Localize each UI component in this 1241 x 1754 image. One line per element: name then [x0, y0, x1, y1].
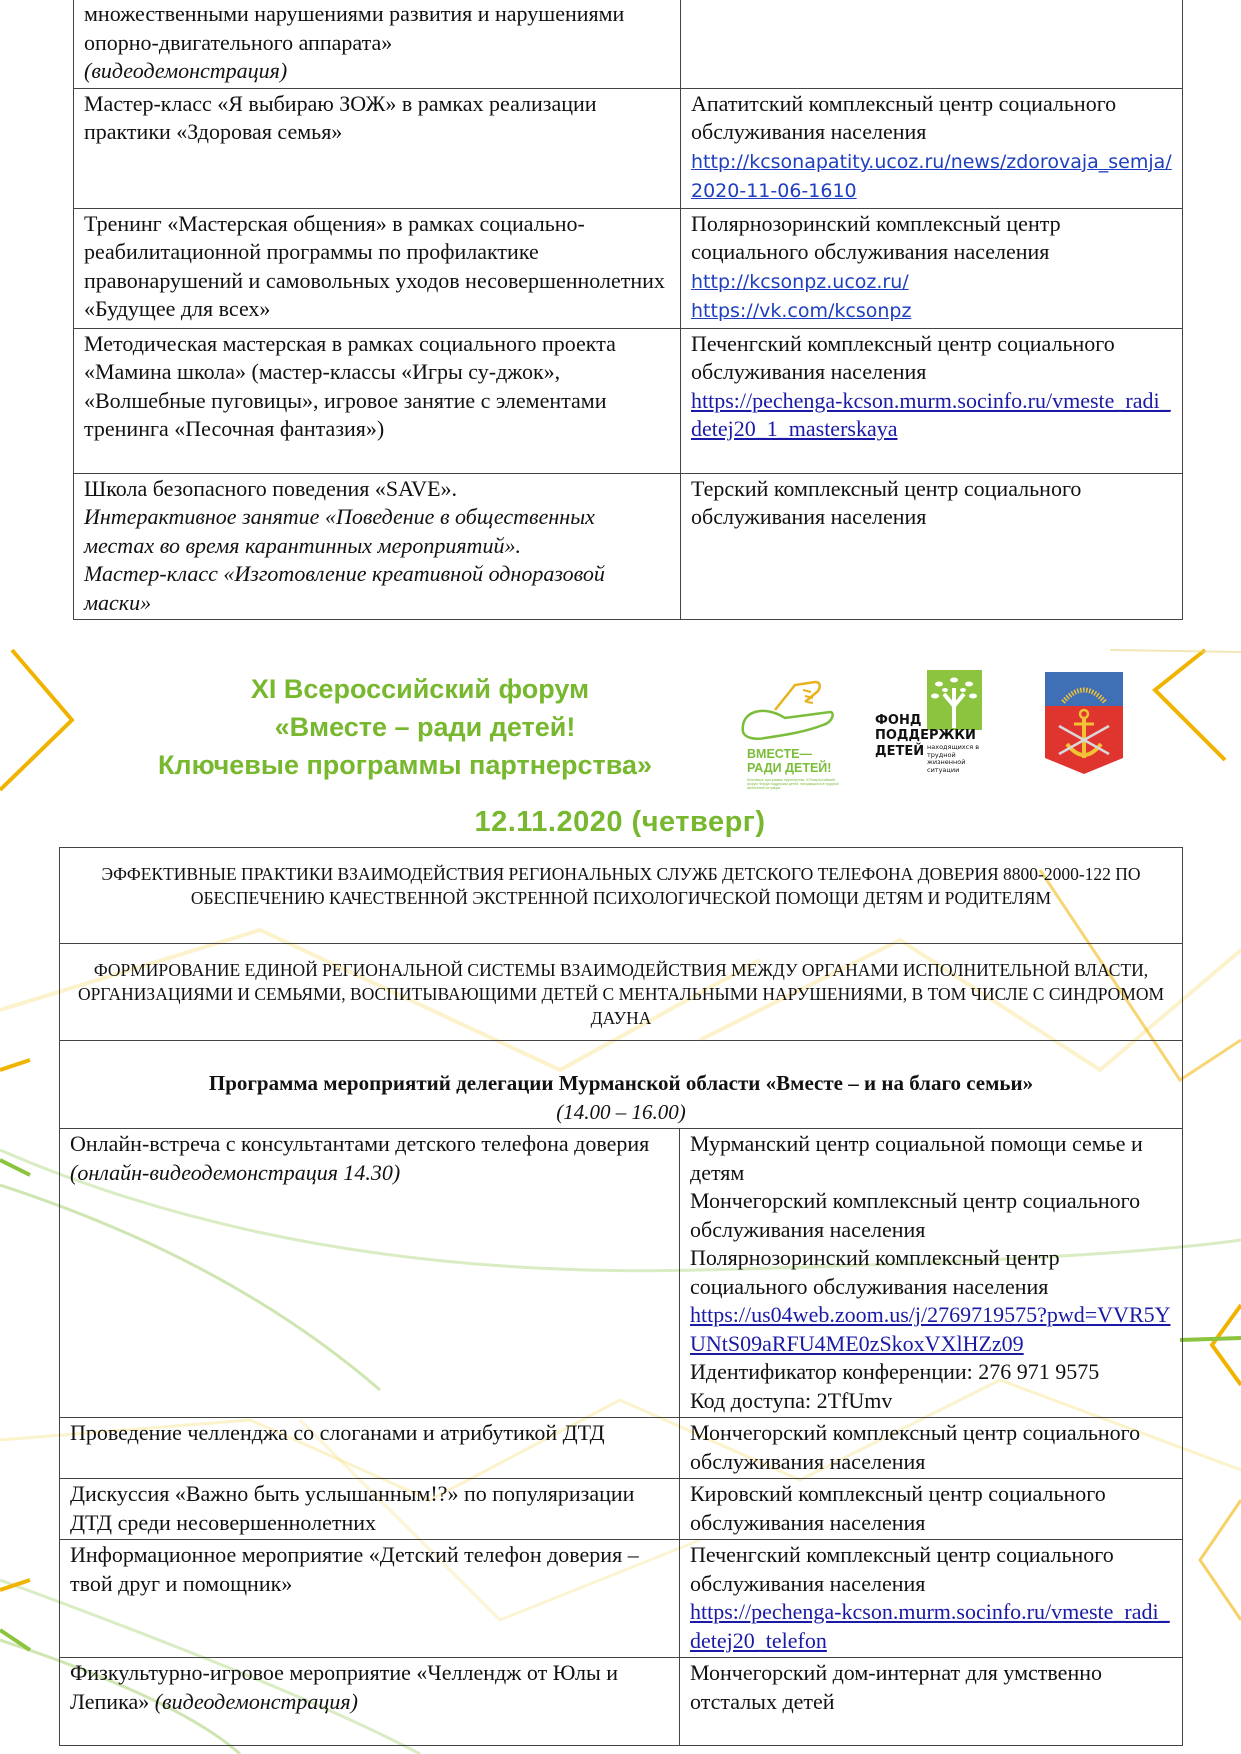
event-text: множественными нарушениями развития и нарушениями опорно-двигательного аппарата»	[84, 1, 625, 55]
program-title-cell	[60, 1041, 1183, 1129]
event-text: Школа безопасного поведения «SAVE».	[84, 475, 458, 501]
program-title: Программа мероприятий делегации Мурманской области «Вместе – и на благо семьи»	[208, 1071, 1034, 1095]
organizer-name: Мончегорский комплексный центр социального обслуживания населения	[690, 1420, 1141, 1474]
organizer-cell	[680, 1540, 1183, 1658]
section-header-row	[60, 944, 1183, 1041]
table-row	[74, 208, 1183, 328]
event-text: Информационное мероприятие «Детский телефон доверия – твой друг и помощник»	[70, 1542, 639, 1596]
organizer-name: Мурманский центр социальной помощи семье и детям	[690, 1131, 1143, 1185]
organizer-link[interactable]: https://pechenga-kcson.murm.socinfo.ru/vmeste_radi_detej20_1_masterskaya	[691, 387, 1171, 441]
organizer-cell	[681, 0, 1183, 88]
organizer-name: Мончегорский комплексный центр социального обслуживания населения	[690, 1188, 1141, 1242]
organizer-name: Полярнозоринский комплексный центр социального обслуживания населения	[691, 210, 1061, 264]
section-header-system: ФОРМИРОВАНИЕ ЕДИНОЙ РЕГИОНАЛЬНОЙ СИСТЕМЫ ВЗАИМОДЕЙСТВИЯ МЕЖДУ ОРГАНАМИ ИСПОЛНИТЕЛЬНОЙ ВЛАСТИ, ОРГАНИЗАЦИЯМИ И СЕМЬЯМИ, ВОСПИТЫВАЮЩИМИ ДЕТЕЙ С МЕНТАЛЬНЫМИ НАРУШЕНИЯМИ, В ТОМ ЧИСЛЕ С СИНДРОМОМ ДАУНА	[60, 944, 1183, 1041]
fond-logo-subtitle: находящихся в трудной жизненной ситуации	[927, 743, 980, 774]
zoom-meeting-link[interactable]: https://us04web.zoom.us/j/2769719575?pwd=VVR5YUNtS09aRFU4ME0zSkoxVXlHZz09	[690, 1302, 1171, 1356]
event-cell	[60, 1540, 680, 1658]
forum-date: 12.11.2020 (четверг)	[474, 806, 766, 838]
event-note: Интерактивное занятие «Поведение в общественных местах во время карантинных мероприятий».	[84, 504, 595, 558]
organizer-name: Мончегорский дом-интернат для умственно отсталых детей	[690, 1660, 1102, 1714]
event-cell	[60, 1479, 680, 1540]
organizer-name: Полярнозоринский комплексный центр социального обслуживания населения	[690, 1245, 1060, 1299]
organizer-link-vk[interactable]: https://vk.com/kcsonpz	[691, 300, 912, 322]
forum-title	[100, 670, 720, 784]
fond-logo-word3: ДЕТЕЙ	[875, 744, 925, 759]
section-header-row	[60, 848, 1183, 944]
vmeste-radi-detej-logo	[735, 670, 845, 790]
organizer-link-site[interactable]: http://kcsonpz.ucoz.ru/	[691, 270, 909, 293]
event-cell	[74, 208, 681, 328]
organizer-name: Апатитский комплексный центр социального обслуживания населения	[691, 90, 1117, 144]
organizer-link[interactable]: https://pechenga-kcson.murm.socinfo.ru/vmeste_radi_detej20_telefon	[690, 1599, 1170, 1653]
event-note: Мастер-класс «Изготовление креативной одноразовой маски»	[84, 561, 605, 615]
murmansk-coat-of-arms-icon	[1043, 670, 1125, 776]
organizer-cell	[680, 1658, 1183, 1746]
vmeste-logo-line2: РАДИ ДЕТЕЙ!	[747, 761, 832, 775]
event-cell	[74, 328, 681, 473]
event-text: Онлайн-встреча с консультантами детского телефона доверия	[70, 1131, 650, 1156]
tree-icon	[927, 670, 982, 730]
vmeste-logo-line1: ВМЕСТЕ—	[747, 747, 812, 761]
event-cell	[74, 88, 681, 208]
event-text: Тренинг «Мастерская общения» в рамках социально-реабилитационной программы по профилактике правонарушений и самовольных уходов несовершеннолетних «Будущее для всех»	[84, 210, 665, 321]
event-text: Дискуссия «Важно быть услышанным!?» по популяризации ДТД среди несовершеннолетних	[70, 1481, 635, 1535]
organizer-name: Терский комплексный центр социального обслуживания населения	[691, 475, 1082, 529]
table-row	[60, 1479, 1183, 1540]
table-row	[60, 1418, 1183, 1479]
event-note: (видеодемонстрация)	[84, 58, 288, 83]
event-text: Физкультурно-игровое мероприятие «Челлендж от Юлы и Лепика»	[70, 1660, 619, 1714]
vmeste-logo-text	[747, 747, 831, 775]
fond-podderzhki-detej-logo	[875, 668, 995, 793]
event-cell	[60, 1418, 680, 1479]
organizer-cell	[680, 1479, 1183, 1540]
section-header-helpline: ЭФФЕКТИВНЫЕ ПРАКТИКИ ВЗАИМОДЕЙСТВИЯ РЕГИОНАЛЬНЫХ СЛУЖБ ДЕТСКОГО ТЕЛЕФОНА ДОВЕРИЯ 8800-2000-122 ПО ОБЕСПЕЧЕНИЮ КАЧЕСТВЕННОЙ ЭКСТРЕННОЙ ПСИХОЛОГИЧЕСКОЙ ПОМОЩИ ДЕТЯМ И РОДИТЕЛЯМ	[60, 848, 1183, 944]
event-text: Методическая мастерская в рамках социального проекта «Мамина школа» (мастер-классы «Игры су-джок», «Волшебные пуговицы», игровое занятие с элементами тренинга «Песочная фантазия»)	[84, 330, 616, 441]
fond-logo-word2: ПОДДЕРЖКИ	[875, 728, 976, 743]
event-text: Мастер-класс «Я выбираю ЗОЖ» в рамках реализации практики «Здоровая семья»	[84, 90, 597, 144]
table-row	[74, 0, 1183, 88]
event-text: Проведение челленджа со слоганами и атрибутикой ДТД	[70, 1420, 605, 1445]
table-row	[74, 473, 1183, 620]
table-row	[60, 1658, 1183, 1746]
forum-title-line2: «Вместе – ради детей!	[274, 712, 576, 742]
program-title-row	[60, 1041, 1183, 1129]
event-note: (онлайн-видеодемонстрация 14.30)	[70, 1159, 401, 1185]
event-cell	[74, 473, 681, 620]
organizer-cell	[681, 88, 1183, 208]
organizer-cell	[681, 328, 1183, 473]
organizer-link[interactable]: http://kcsonapatity.ucoz.ru/news/zdorovaja_semja/2020-11-06-1610	[691, 150, 1172, 202]
access-code: Код доступа: 2TfUmv	[690, 1387, 893, 1413]
program-time: (14.00 – 16.00)	[556, 1099, 686, 1124]
forum-title-line3: Ключевые программы партнерства»	[157, 750, 653, 780]
organizer-name: Печенгский комплексный центр социального обслуживания населения	[691, 330, 1115, 384]
organizer-cell	[680, 1418, 1183, 1479]
vmeste-logo-subtitle: Ключевые программы партнерства. XI Всероссийский форум Фонда поддержки детей, находящихся в трудной жизненной ситуации	[747, 778, 839, 790]
table-row	[74, 328, 1183, 473]
event-cell	[60, 1658, 680, 1746]
hands-icon	[735, 670, 845, 750]
top-program-table	[73, 0, 1183, 620]
organizer-name: Печенгский комплексный центр социального обслуживания населения	[690, 1542, 1114, 1596]
table-row	[60, 1540, 1183, 1658]
organizer-cell	[681, 208, 1183, 328]
table-row	[74, 88, 1183, 208]
event-cell	[74, 0, 681, 88]
conference-id: Идентификатор конференции: 276 971 9575	[690, 1359, 1100, 1384]
delegation-program-table	[59, 847, 1183, 1746]
event-cell	[60, 1129, 680, 1418]
organizer-name: Кировский комплексный центр социального обслуживания населения	[690, 1481, 1106, 1535]
organizer-cell	[681, 473, 1183, 620]
event-note: (видеодемонстрация)	[154, 1688, 358, 1714]
forum-title-line1: XI Всероссийский форум	[250, 674, 590, 704]
fond-logo-word1: ФОНД	[875, 713, 922, 728]
table-row	[60, 1129, 1183, 1418]
organizer-cell	[680, 1129, 1183, 1418]
